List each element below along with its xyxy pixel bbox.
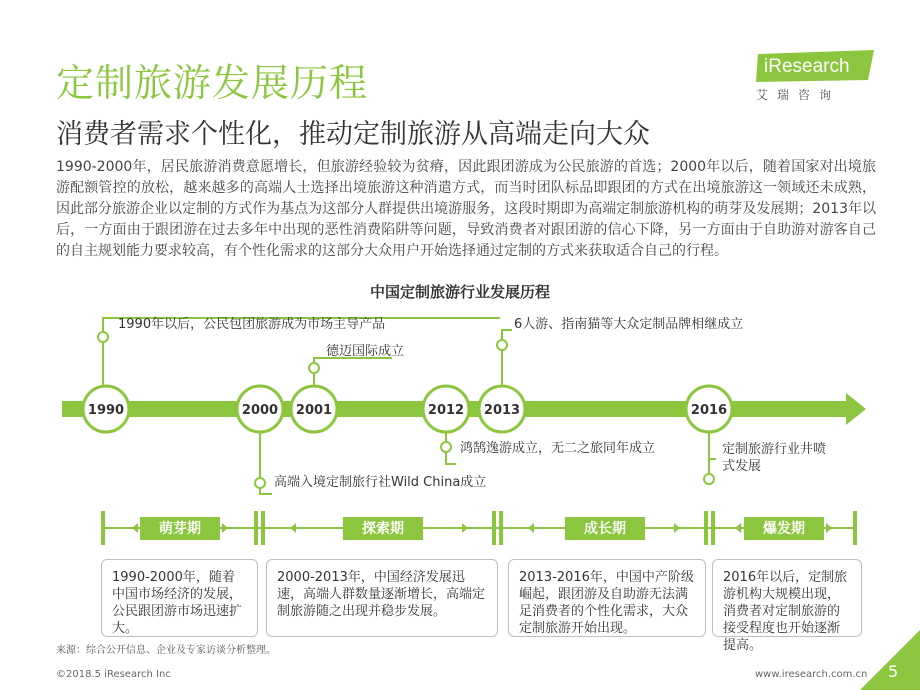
event-2016 <box>722 441 826 475</box>
year-label-2001: 2001 <box>295 403 333 418</box>
phase-desc-4: 2016年以后，定制旅游机构大规模出现，消费者对定制旅游的接受程度也开始逐渐提高。 <box>712 559 862 637</box>
phase-label-4: 爆发期 <box>763 521 805 537</box>
year-label-2012: 2012 <box>427 403 465 418</box>
logo-wordmark: iResearch <box>764 56 850 77</box>
phase-desc-3: 2013-2016年，中国中产阶级崛起，跟团游及自助游无法满足消费者的个性化需求，大众定制旅游开始出现。 <box>508 559 706 637</box>
page-title: 定制旅游发展历程 <box>56 61 369 105</box>
page-number: 5 <box>888 662 899 681</box>
website-link[interactable]: www.iresearch.com.cn <box>755 669 868 680</box>
phase-desc-1: 1990-2000年，随着中国市场经济的发展，公民跟团游市场迅速扩大。 <box>101 559 258 637</box>
corner-accent <box>860 630 920 690</box>
page-subtitle: 消费者需求个性化，推动定制旅游从高端走向大众 <box>56 119 650 150</box>
event-1990: 1990年以后，公民包团旅游成为市场主导产品 <box>118 317 386 332</box>
year-label-1990: 1990 <box>87 403 125 418</box>
event-2012: 鸿鹄逸游成立，无二之旅同年成立 <box>460 441 656 456</box>
intro-paragraph: 1990-2000年，居民旅游消费意愿增长，但旅游经验较为贫瘠，因此跟团游成为公民旅游的首选；2000年以后，随着国家对出境旅游配额管控的放松，越来越多的高端人士选择出境旅游这种消遣方式，而当时团队标品即跟团的方式在出境旅游这一领域还未成熟，因此部分旅游企业以定制的方式作为基点为这部分人群提供出境游服务，这段时期即为高端定制旅游机构的萌芽及发展期；2013年以后，一方面由于跟团游在过去多年中出现的恶性消费陷阱等问题，导致消费者对跟团游的信心下降，另一方面由于自助游对游客自己的自主规划能力要求较高，有个性化需求的这部分大众用户开始选择通过定制的方式来获取适合自己的行程。 <box>56 159 876 259</box>
event-2001: 德迈国际成立 <box>326 344 405 359</box>
year-label-2016: 2016 <box>690 403 728 418</box>
phase-label-1: 萌芽期 <box>159 521 201 537</box>
event-2000: 高端入境定制旅行社Wild China成立 <box>274 475 487 490</box>
phase-bar <box>102 511 856 545</box>
copyright: ©2018.5 iResearch Inc <box>56 669 171 680</box>
logo-cn-text: 艾瑞咨询 <box>756 88 841 102</box>
phase-label-2: 探索期 <box>362 521 404 537</box>
event-2016-line1: 定制旅游行业井喷 <box>722 442 827 457</box>
event-2013: 6人游、指南猫等大众定制品牌相继成立 <box>514 317 744 332</box>
year-label-2000: 2000 <box>241 403 279 418</box>
source-note: 来源：综合公开信息、企业及专家访谈分析整理。 <box>56 645 276 656</box>
year-label-2013: 2013 <box>483 403 521 418</box>
event-2016-line2: 式发展 <box>722 459 762 474</box>
phase-desc-2: 2000-2013年，中国经济发展迅速，高端人群数量逐渐增长，高端定制旅游随之出现并稳步发展。 <box>266 559 498 637</box>
diagram-title: 中国定制旅游行业发展历程 <box>369 283 550 301</box>
phase-label-3: 成长期 <box>584 521 626 537</box>
